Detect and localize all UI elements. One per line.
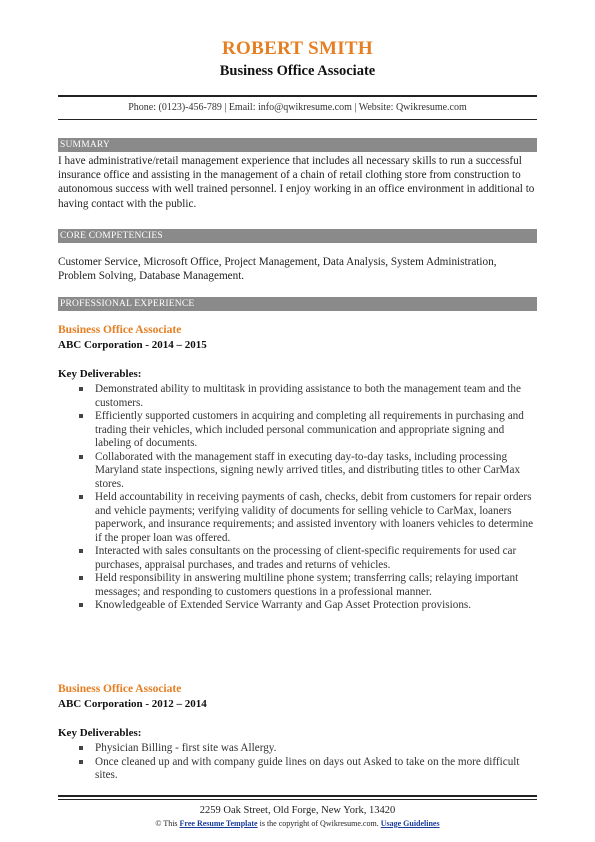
job-company: ABC Corporation - 2012 – 2014 [58, 698, 207, 710]
bullet-icon [79, 760, 83, 764]
copyright-prefix: © This [155, 819, 178, 828]
candidate-name: ROBERT SMITH [222, 38, 373, 59]
header-top-rule [58, 95, 537, 97]
free-resume-template-link[interactable]: Free Resume Template [179, 819, 258, 828]
job-bullets [58, 383, 537, 613]
competencies-text: Customer Service, Microsoft Office, Project Management, Data Analysis, System Administration, Problem Solving, Database Management. [58, 256, 497, 283]
list-item: Once cleaned up and with company guide lines on days out Asked to take on the more difficult sites. [58, 756, 537, 783]
job-role: Business Office Associate [58, 683, 182, 695]
section-summary-heading: SUMMARY [58, 138, 537, 152]
footer-address: 2259 Oak Street, Old Forge, New York, 13420 [199, 805, 396, 816]
list-item: Held accountability in receiving payments of cash, checks, debit from customers for repair orders and vehicle payments; verifying validity of documents for selling vehicle to CarMax, loaners paperwork, and insurance requirements; and assisted inventory with loaners vehicles to determine if the proper loan was offered. [58, 491, 537, 545]
list-item: Knowledgeable of Extended Service Warranty and Gap Asset Protection provisions. [58, 599, 537, 613]
key-deliverables-label: Key Deliverables: [58, 368, 142, 380]
footer-second-rule [58, 799, 537, 800]
candidate-title: Business Office Associate [219, 63, 376, 79]
job-company: ABC Corporation - 2014 – 2015 [58, 339, 207, 351]
job-role: Business Office Associate [58, 324, 182, 336]
list-item: Physician Billing - first site was Allergy. [58, 742, 537, 756]
section-competencies-heading: CORE COMPETENCIES [58, 229, 537, 243]
contact-line: Phone: (0123)-456-789 | Email: info@qwikresume.com | Website: Qwikresume.com [128, 102, 467, 113]
job-bullets [58, 742, 537, 783]
list-item: Demonstrated ability to multitask in providing assistance to both the management team and the customers. [58, 383, 537, 410]
bullet-icon [79, 455, 83, 459]
footer-top-rule [58, 795, 537, 797]
summary-text: I have administrative/retail management experience that includes all necessary skills to run a successful insurance office and assisting in the management of a chain of retail clothing store from construction to autonomous success with well trained personnel. I enjoy working in an office environment in additional to having contact with the public. [58, 155, 535, 210]
key-deliverables-label: Key Deliverables: [58, 727, 142, 739]
bullet-icon [79, 603, 83, 607]
list-item: Collaborated with the management staff in executing day-to-day tasks, including processing Maryland state inspections, signing newly arrived titles, and distributing titles to other CarMax stores. [58, 451, 537, 492]
bullet-icon [79, 387, 83, 391]
usage-guidelines-link[interactable]: Usage Guidelines [380, 819, 440, 828]
footer-copyright [58, 819, 537, 828]
bullet-icon [79, 414, 83, 418]
list-item: Held responsibility in answering multiline phone system; transferring calls; relaying important messages; and responding to customers questions in a professional manner. [58, 572, 537, 599]
bullet-icon [79, 495, 83, 499]
copyright-middle: is the copyright of Qwikresume.com. [259, 819, 379, 828]
header-bottom-rule [58, 119, 537, 120]
bullet-icon [79, 576, 83, 580]
bullet-icon [79, 746, 83, 750]
list-item: Interacted with sales consultants on the processing of client-specific requirements for used car purchases, appraisal purchases, and trades and returns of vehicles. [58, 545, 537, 572]
section-experience-heading: PROFESSIONAL EXPERIENCE [58, 297, 537, 311]
list-item: Efficiently supported customers in acquiring and completing all requirements in purchasing and trading their vehicles, which included personal communication and appropriate signing and labeling of documents. [58, 410, 537, 451]
bullet-icon [79, 549, 83, 553]
